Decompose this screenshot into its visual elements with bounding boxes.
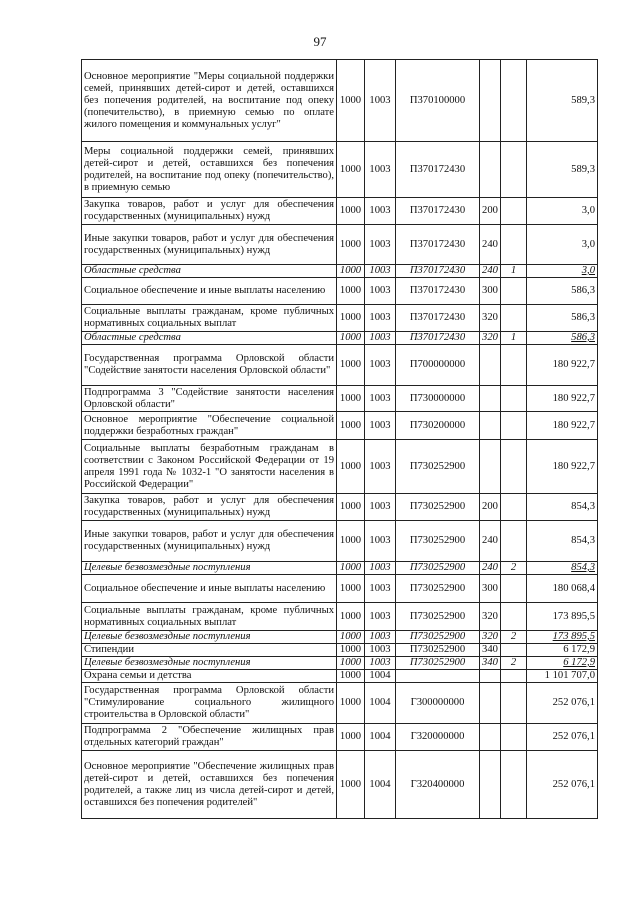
cell-expense-type: 340 (480, 657, 501, 670)
cell-subsection: 1003 (365, 198, 396, 225)
cell-expense-type (480, 440, 501, 494)
cell-name: Целевые безвозмездные поступления (82, 631, 337, 644)
cell-source (501, 494, 527, 521)
cell-name: Социальные выплаты безработным гражданам в соответствии с Законом Российской Федерации от 19 апреля 1991 года № 1032-1 "О занятости населения в Российской Федерации" (82, 440, 337, 494)
cell-amount: 180 922,7 (527, 386, 598, 412)
cell-name: Социальные выплаты гражданам, кроме публичных нормативных социальных выплат (82, 603, 337, 631)
cell-amount: 1 101 707,0 (527, 670, 598, 683)
table-row (82, 332, 598, 345)
cell-target-article: П370172430 (396, 198, 480, 225)
cell-subsection: 1003 (365, 332, 396, 345)
table-row (82, 412, 598, 440)
cell-amount: 589,3 (527, 60, 598, 142)
cell-section: 1000 (337, 412, 365, 440)
cell-section: 1000 (337, 670, 365, 683)
cell-section: 1000 (337, 562, 365, 575)
cell-section: 1000 (337, 386, 365, 412)
cell-name: Областные средства (82, 332, 337, 345)
cell-target-article: П370172430 (396, 332, 480, 345)
table-row (82, 494, 598, 521)
cell-section: 1000 (337, 265, 365, 278)
cell-expense-type (480, 142, 501, 198)
table-row (82, 305, 598, 332)
cell-source (501, 724, 527, 751)
cell-source (501, 60, 527, 142)
cell-name: Целевые безвозмездные поступления (82, 657, 337, 670)
cell-amount: 854,3 (527, 494, 598, 521)
cell-target-article: П730200000 (396, 412, 480, 440)
cell-target-article: П370172430 (396, 278, 480, 305)
table-row (82, 751, 598, 819)
table-row (82, 657, 598, 670)
cell-amount: 589,3 (527, 142, 598, 198)
cell-amount: 252 076,1 (527, 724, 598, 751)
cell-subsection: 1004 (365, 670, 396, 683)
cell-amount: 586,3 (527, 305, 598, 332)
cell-section: 1000 (337, 494, 365, 521)
cell-source (501, 142, 527, 198)
cell-subsection: 1004 (365, 751, 396, 819)
table-row (82, 225, 598, 265)
cell-expense-type: 320 (480, 631, 501, 644)
cell-expense-type (480, 386, 501, 412)
cell-source (501, 386, 527, 412)
cell-section: 1000 (337, 60, 365, 142)
cell-name: Иные закупки товаров, работ и услуг для обеспечения государственных (муниципальных) нужд (82, 225, 337, 265)
cell-expense-type: 320 (480, 332, 501, 345)
table-row (82, 142, 598, 198)
cell-section: 1000 (337, 142, 365, 198)
cell-source: 2 (501, 631, 527, 644)
cell-name: Основное мероприятие "Обеспечение жилищных прав детей-сирот и детей, оставшихся без попечения родителей, а также лиц из числа детей-сирот и детей, оставшихся без попечения родителей" (82, 751, 337, 819)
cell-section: 1000 (337, 751, 365, 819)
cell-target-article: Г300000000 (396, 683, 480, 724)
cell-subsection: 1003 (365, 603, 396, 631)
cell-amount: 3,0 (527, 198, 598, 225)
cell-target-article: Г320400000 (396, 751, 480, 819)
table-row (82, 644, 598, 657)
cell-amount: 180 068,4 (527, 575, 598, 603)
cell-name: Закупка товаров, работ и услуг для обеспечения государственных (муниципальных) нужд (82, 494, 337, 521)
cell-target-article: П730252900 (396, 657, 480, 670)
cell-amount: 3,0 (527, 225, 598, 265)
cell-subsection: 1003 (365, 142, 396, 198)
cell-amount: 854,3 (527, 521, 598, 562)
cell-amount: 3,0 (527, 265, 598, 278)
cell-source: 1 (501, 265, 527, 278)
cell-subsection: 1003 (365, 265, 396, 278)
cell-subsection: 1003 (365, 60, 396, 142)
cell-subsection: 1003 (365, 305, 396, 332)
cell-target-article: П730252900 (396, 521, 480, 562)
cell-subsection: 1003 (365, 657, 396, 670)
cell-source (501, 278, 527, 305)
cell-section: 1000 (337, 198, 365, 225)
cell-section: 1000 (337, 683, 365, 724)
cell-expense-type (480, 683, 501, 724)
cell-subsection: 1004 (365, 724, 396, 751)
cell-name: Подпрограмма 2 "Обеспечение жилищных прав отдельных категорий граждан" (82, 724, 337, 751)
table-row (82, 440, 598, 494)
cell-name: Государственная программа Орловской области "Содействие занятости населения Орловской области" (82, 345, 337, 386)
table-row (82, 562, 598, 575)
cell-source (501, 521, 527, 562)
cell-name: Подпрограмма 3 "Содействие занятости населения Орловской области" (82, 386, 337, 412)
cell-section: 1000 (337, 521, 365, 562)
cell-name: Меры социальной поддержки семей, принявших детей-сирот и детей, оставшихся без попечения родителей, на воспитание под опеку (попечительство), в приемную семью (82, 142, 337, 198)
cell-subsection: 1003 (365, 278, 396, 305)
cell-name: Иные закупки товаров, работ и услуг для обеспечения государственных (муниципальных) нужд (82, 521, 337, 562)
cell-source: 2 (501, 657, 527, 670)
cell-expense-type: 300 (480, 575, 501, 603)
cell-expense-type (480, 751, 501, 819)
cell-section: 1000 (337, 440, 365, 494)
cell-amount: 173 895,5 (527, 603, 598, 631)
cell-target-article: П730252900 (396, 603, 480, 631)
cell-name: Охрана семьи и детства (82, 670, 337, 683)
cell-name: Государственная программа Орловской области "Стимулирование социального жилищного строительства в Орловской области" (82, 683, 337, 724)
cell-amount: 252 076,1 (527, 683, 598, 724)
cell-target-article: П730252900 (396, 562, 480, 575)
cell-section: 1000 (337, 305, 365, 332)
cell-expense-type (480, 60, 501, 142)
cell-target-article: П730252900 (396, 440, 480, 494)
cell-source (501, 603, 527, 631)
cell-expense-type (480, 345, 501, 386)
cell-target-article: П730252900 (396, 575, 480, 603)
cell-section: 1000 (337, 345, 365, 386)
cell-amount: 173 895,5 (527, 631, 598, 644)
cell-expense-type: 300 (480, 278, 501, 305)
table-row (82, 683, 598, 724)
table-row (82, 724, 598, 751)
cell-expense-type (480, 412, 501, 440)
cell-name: Стипендии (82, 644, 337, 657)
table-row (82, 198, 598, 225)
table-row (82, 278, 598, 305)
cell-target-article: П700000000 (396, 345, 480, 386)
cell-section: 1000 (337, 631, 365, 644)
cell-expense-type: 320 (480, 305, 501, 332)
cell-name: Основное мероприятие "Обеспечение социальной поддержки безработных граждан" (82, 412, 337, 440)
cell-section: 1000 (337, 332, 365, 345)
cell-subsection: 1003 (365, 440, 396, 494)
cell-name: Областные средства (82, 265, 337, 278)
cell-source (501, 440, 527, 494)
cell-expense-type: 340 (480, 644, 501, 657)
cell-amount: 6 172,9 (527, 644, 598, 657)
cell-expense-type: 200 (480, 198, 501, 225)
cell-subsection: 1003 (365, 644, 396, 657)
cell-amount: 252 076,1 (527, 751, 598, 819)
cell-section: 1000 (337, 657, 365, 670)
cell-expense-type (480, 724, 501, 751)
cell-subsection: 1003 (365, 521, 396, 562)
cell-target-article: П730252900 (396, 644, 480, 657)
cell-source (501, 670, 527, 683)
cell-subsection: 1003 (365, 631, 396, 644)
cell-source (501, 644, 527, 657)
cell-source (501, 412, 527, 440)
table-row (82, 631, 598, 644)
cell-target-article: П730000000 (396, 386, 480, 412)
table-row (82, 575, 598, 603)
cell-target-article: П730252900 (396, 494, 480, 521)
cell-expense-type (480, 670, 501, 683)
table-row (82, 345, 598, 386)
cell-section: 1000 (337, 603, 365, 631)
cell-source (501, 345, 527, 386)
cell-amount: 6 172,9 (527, 657, 598, 670)
cell-name: Социальные выплаты гражданам, кроме публичных нормативных социальных выплат (82, 305, 337, 332)
cell-target-article: П370100000 (396, 60, 480, 142)
cell-target-article: П370172430 (396, 305, 480, 332)
cell-expense-type: 240 (480, 562, 501, 575)
cell-subsection: 1004 (365, 683, 396, 724)
cell-source: 1 (501, 332, 527, 345)
cell-section: 1000 (337, 644, 365, 657)
budget-table (81, 59, 598, 819)
cell-expense-type: 320 (480, 603, 501, 631)
cell-expense-type: 240 (480, 521, 501, 562)
table-row (82, 603, 598, 631)
cell-subsection: 1003 (365, 225, 396, 265)
cell-subsection: 1003 (365, 345, 396, 386)
cell-subsection: 1003 (365, 575, 396, 603)
cell-target-article: П730252900 (396, 631, 480, 644)
cell-amount: 180 922,7 (527, 345, 598, 386)
cell-target-article (396, 670, 480, 683)
cell-amount: 180 922,7 (527, 412, 598, 440)
cell-amount: 854,3 (527, 562, 598, 575)
cell-section: 1000 (337, 575, 365, 603)
cell-amount: 180 922,7 (527, 440, 598, 494)
cell-expense-type: 240 (480, 265, 501, 278)
cell-source (501, 305, 527, 332)
cell-name: Целевые безвозмездные поступления (82, 562, 337, 575)
cell-source (501, 225, 527, 265)
cell-subsection: 1003 (365, 386, 396, 412)
page-number: 97 (313, 34, 327, 49)
cell-subsection: 1003 (365, 412, 396, 440)
cell-subsection: 1003 (365, 494, 396, 521)
table-row (82, 386, 598, 412)
cell-subsection: 1003 (365, 562, 396, 575)
cell-section: 1000 (337, 225, 365, 265)
cell-expense-type: 200 (480, 494, 501, 521)
cell-amount: 586,3 (527, 332, 598, 345)
cell-target-article: Г320000000 (396, 724, 480, 751)
cell-target-article: П370172430 (396, 142, 480, 198)
cell-name: Социальное обеспечение и иные выплаты населению (82, 575, 337, 603)
cell-source (501, 751, 527, 819)
cell-source (501, 198, 527, 225)
cell-name: Социальное обеспечение и иные выплаты населению (82, 278, 337, 305)
cell-name: Закупка товаров, работ и услуг для обеспечения государственных (муниципальных) нужд (82, 198, 337, 225)
cell-target-article: П370172430 (396, 225, 480, 265)
cell-expense-type: 240 (480, 225, 501, 265)
table-row (82, 521, 598, 562)
cell-amount: 586,3 (527, 278, 598, 305)
cell-target-article: П370172430 (396, 265, 480, 278)
cell-section: 1000 (337, 278, 365, 305)
table-row (82, 670, 598, 683)
table-row (82, 60, 598, 142)
cell-source (501, 683, 527, 724)
cell-section: 1000 (337, 724, 365, 751)
cell-name: Основное мероприятие "Меры социальной поддержки семей, принявших детей-сирот и детей, оставшихся без попечения родителей, на воспитание под опеку (попечительство), в приемную семью по оплате жилого помещения и коммунальных услуг" (82, 60, 337, 142)
cell-source: 2 (501, 562, 527, 575)
table-row (82, 265, 598, 278)
cell-source (501, 575, 527, 603)
